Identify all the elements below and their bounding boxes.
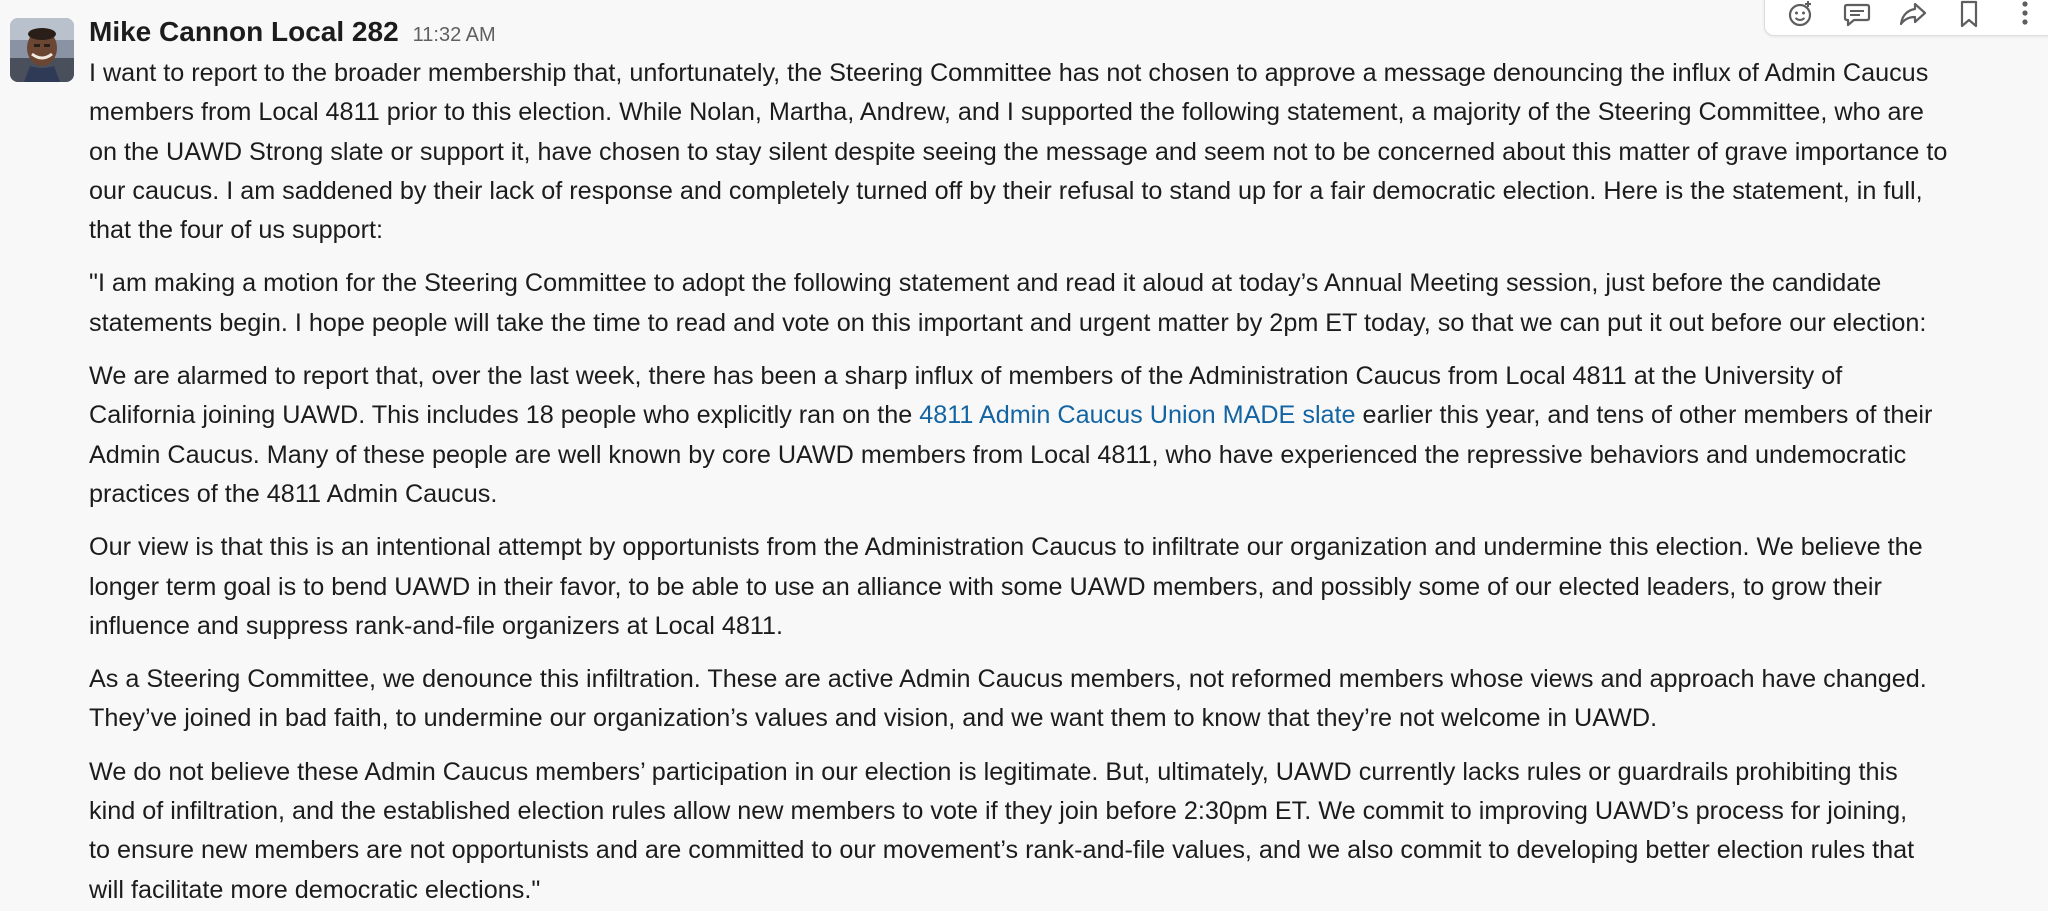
text-line: longer term goal is to bend UAWD in their favor, to be able to use an alliance with some UAWD members, and possibly some of our elected leaders, to grow their xyxy=(89,572,1882,601)
bookmark-icon xyxy=(1954,0,1984,29)
add-reaction-icon xyxy=(1786,0,1816,29)
bookmark-button[interactable] xyxy=(1941,0,1997,29)
text-line: to ensure new members are not opportunists and are committed to our movement’s rank-and-file values, and we also commit to developing better election rules that xyxy=(89,836,1915,865)
reply-in-thread-button[interactable] xyxy=(1829,0,1885,29)
paragraph-4 xyxy=(89,528,2048,646)
text-line xyxy=(89,396,2048,435)
paragraph-3 xyxy=(89,357,2048,514)
paragraph-2 xyxy=(89,264,2048,343)
text-line: practices of the 4811 Admin Caucus. xyxy=(89,479,498,508)
message-content xyxy=(89,10,2048,911)
text-line: "I am making a motion for the Steering Committee to adopt the following statement and read it aloud at today’s Annual Meeting session, just before the candidate xyxy=(89,269,1882,298)
text-line: Our view is that this is an intentional attempt by opportunists from the Administration Caucus to infiltrate our organization and undermine this election. We believe the xyxy=(89,533,1923,562)
text-line: on the UAWD Strong slate or support it, have chosen to stay silent despite seeing the message and seem not to be concerned about this matter of grave importance to xyxy=(89,137,1948,166)
text-line: kind of infiltration, and the established election rules allow new members to vote if they join before 2:30pm ET. We commit to improving UAWD’s process for joining, xyxy=(89,797,1908,826)
message-actions-toolbar xyxy=(1764,0,2048,36)
more-actions-button[interactable] xyxy=(1997,0,2048,29)
paragraph-5 xyxy=(89,660,2048,739)
text-segment: California joining UAWD. This includes 18 people who explicitly ran on the xyxy=(89,401,920,430)
reply-in-thread-icon xyxy=(1842,0,1872,29)
share-button[interactable] xyxy=(1885,0,1941,29)
text-segment: earlier this year, and tens of other members of their xyxy=(1355,401,1933,430)
avatar[interactable] xyxy=(10,18,74,82)
more-actions-icon xyxy=(2010,0,2040,29)
text-line: We are alarmed to report that, over the last week, there has been a sharp influx of members of the Administration Caucus from Local 4811 at the University of xyxy=(89,362,1843,391)
message-body xyxy=(89,54,2048,910)
avatar-image xyxy=(10,18,74,82)
text-line: statements begin. I hope people will take the time to read and vote on this important and urgent matter by 2pm ET today, so that we can put it out before our election: xyxy=(89,308,1927,337)
text-line: I want to report to the broader membership that, unfortunately, the Steering Committee has not chosen to approve a message denouncing the influx of Admin Caucus xyxy=(89,59,1929,87)
share-icon xyxy=(1898,0,1928,29)
paragraph-1 xyxy=(89,54,2048,250)
text-line: We do not believe these Admin Caucus members’ participation in our election is legitimate. But, ultimately, UAWD currently lacks rules or guardrails prohibiting this xyxy=(89,757,1898,786)
text-line: As a Steering Committee, we denounce this infiltration. These are active Admin Caucus members, not reformed members whose views and approach have changed. xyxy=(89,665,1927,694)
timestamp[interactable]: 11:32 AM xyxy=(412,24,496,46)
add-reaction-button[interactable] xyxy=(1773,0,1829,29)
text-line: that the four of us support: xyxy=(89,216,384,245)
text-line: will facilitate more democratic elections." xyxy=(89,875,541,904)
text-line: our caucus. I am saddened by their lack of response and completely turned off by their refusal to stand up for a fair democratic election. Here is the statement, in full, xyxy=(89,176,1923,205)
author-name[interactable]: Mike Cannon Local 282 xyxy=(89,16,399,47)
message-header xyxy=(89,10,2048,54)
paragraph-6 xyxy=(89,753,2048,910)
union-made-slate-link[interactable]: 4811 Admin Caucus Union MADE slate xyxy=(919,401,1356,430)
text-line: Admin Caucus. Many of these people are well known by core UAWD members from Local 4811, who have experienced the repressive behaviors and undemocratic xyxy=(89,440,1907,469)
text-line: influence and suppress rank-and-file organizers at Local 4811. xyxy=(89,611,784,640)
text-line: members from Local 4811 prior to this election. While Nolan, Martha, Andrew, and I supported the following statement, a majority of the Steering Committee, who are xyxy=(89,98,1924,127)
text-line: They’ve joined in bad faith, to undermine our organization’s values and vision, and we want them to know that they’re not welcome in UAWD. xyxy=(89,704,1658,733)
